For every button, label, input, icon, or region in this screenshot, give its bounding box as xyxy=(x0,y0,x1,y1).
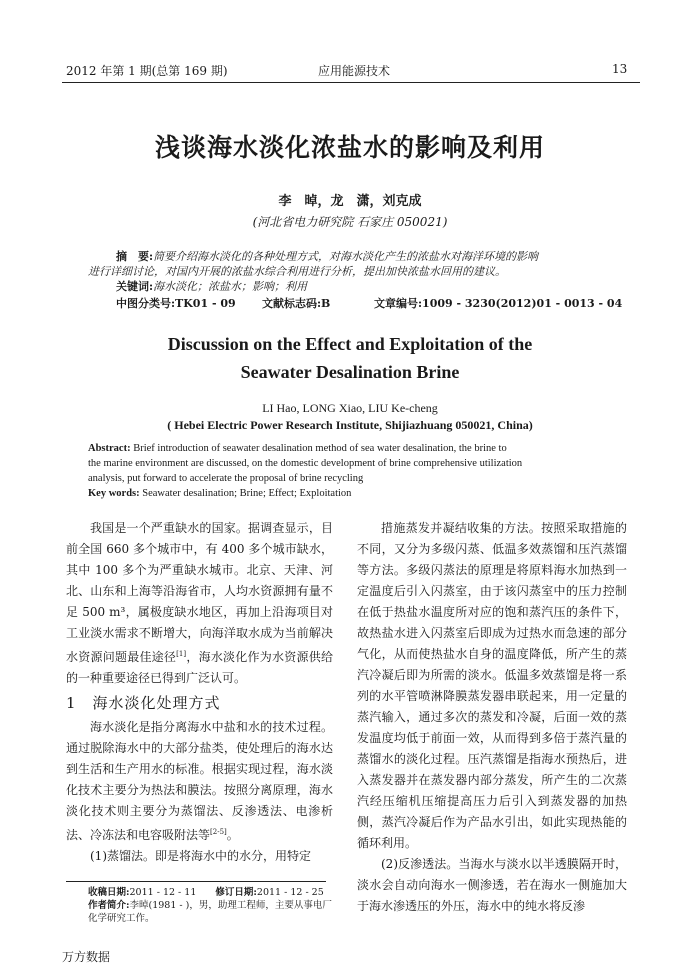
author-label: 作者简介: xyxy=(88,900,130,911)
abstract-cn-line1: 简要介绍海水淡化的各种处理方式，对海水淡化产生的浓盐水对海洋环境的影响 xyxy=(153,250,539,263)
abstract-en-line3: analysis, put forward to accelerate the proposal of brine recycling xyxy=(88,473,364,484)
document-code: 文献标志码:B xyxy=(262,297,331,310)
abstract-en-line2: the marine environment are discussed, on the domestic development of brine comprehensive utilization xyxy=(88,458,523,469)
abstract-en-label: Abstract: xyxy=(88,443,131,454)
keywords-en-label: Key words: xyxy=(88,488,140,499)
intro-text: 我国是一个严重缺水的国家。据调查显示，目前全国 660 多个城市中，有 400 多个城市缺水，其中 100 多个为严重缺水城市。北京、天津、河北、山东和上海等沿海省市，人均水资源拥有量不足 500 m³，属极度缺水地区，再加上沿海项目对工业淡水需求不断增大，向海洋取水成为当前解决水资源问题最佳途径 xyxy=(66,521,333,664)
revised-date: 2011 - 12 - 25 xyxy=(256,887,324,898)
abstract-cn-line2: 进行详细讨论，对国内开展的浓盐水综合利用进行分析，提出加快浓盐水回用的建议。 xyxy=(88,265,506,278)
article-number: 文章编号:1009 - 3230(2012)01 - 0013 - 04 xyxy=(374,297,623,310)
affiliation-cn: (河北省电力研究院 石家庄 050021) xyxy=(252,215,448,229)
title-en-line2: Seawater Desalination Brine xyxy=(240,362,460,382)
section1-tail: 。 xyxy=(226,828,239,842)
received-label: 收稿日期: xyxy=(88,887,130,898)
abstract-en xyxy=(88,441,628,501)
section1-paragraph xyxy=(66,717,333,846)
affiliation-en: ( Hebei Electric Power Research Institute, Shijiazhuang 050021, China) xyxy=(167,418,533,432)
right-paragraph-1: 措施蒸发并凝结收集的方法。按照采取措施的不同，又分为多级闪蒸、低温多效蒸馏和压汽蒸馏等方法。多级闪蒸法的原理是将原料海水加热到一定温度后引入闪蒸室，由于该闪蒸室中的压力控制在低于热盐水温度所对应的饱和蒸汽压的条件下，故热盐水进入闪蒸室后即成为过热水而急速的部分气化，从而使热盐水自身的温度降低，所产生的蒸汽冷凝后即为所需的淡水。低温多效蒸馏是将一系列的水平管喷淋降膜蒸发器串联起来，用一定量的蒸汽输入，通过多次的蒸发和冷凝，后面一效的蒸发温度均低于前面一效，从而得到多倍于蒸汽量的蒸馏水的淡化过程。压汽蒸馏是指海水预热后，进入蒸发器并在蒸发器内部分蒸发，所产生的二次蒸汽经压缩机压缩提高压力后引入到蒸发器的加热侧，蒸汽冷凝后作为产品水引出，如此实现热能的循环利用。 xyxy=(357,521,627,850)
intro-paragraph xyxy=(66,518,333,689)
issue-info: 2012 年第 1 期(总第 169 期) xyxy=(66,64,228,78)
intro-ref: [1] xyxy=(176,650,187,658)
right-column xyxy=(357,518,627,917)
intro-tail: ，海水淡化作为水资源供给的一种重要途径已得到广泛认可。 xyxy=(66,650,333,685)
keywords-cn: 海水淡化；浓盐水；影响；利用 xyxy=(153,280,308,293)
authors-en: LI Hao, LONG Xiao, LIU Ke-cheng xyxy=(262,401,438,415)
clc-number: 中图分类号:TK01 - 09 xyxy=(116,297,236,310)
keywords-en: Seawater desalination; Brine; Effect; Exploitation xyxy=(139,488,352,499)
page-number: 13 xyxy=(612,62,628,76)
footnote-rule xyxy=(66,881,326,882)
section1-text: 海水淡化是指分离海水中盐和水的技术过程。通过脱除海水中的大部分盐类，使处理后的海水达到生活和生产用水的标准。根据实现过程，海水淡化技术主要分为热法和膜法。按照分离原理，海水淡化技术则主要分为蒸馏法、反渗透法、电渗析法、冷冻法和电容吸附法等 xyxy=(66,720,333,842)
abstract-cn-label: 摘 要: xyxy=(116,250,154,263)
author-info: 李晫(1981 - )，男，助理工程师，主要从事电厂化学研究工作。 xyxy=(88,900,332,924)
received-date: 2011 - 12 - 11 xyxy=(129,887,197,898)
section1-ref: [2-5] xyxy=(210,828,227,836)
distillation-start: (1)蒸馏法。即是将海水中的水分，用特定 xyxy=(90,849,311,863)
section-heading-1: 1 海水淡化处理方式 xyxy=(66,694,221,712)
footnote xyxy=(88,886,338,925)
authors-cn: 李 晫，龙 潇，刘克成 xyxy=(278,194,422,209)
header-rule xyxy=(62,82,640,83)
title-cn: 浅谈海水淡化浓盐水的影响及利用 xyxy=(154,133,545,162)
journal-name: 应用能源技术 xyxy=(318,64,391,78)
abstract-en-line1: Brief introduction of seawater desalination method of sea water desalination, the brine to xyxy=(130,443,507,454)
watermark: 万方数据 xyxy=(62,950,111,964)
left-column xyxy=(66,518,333,867)
revised-label: 修订日期: xyxy=(215,887,257,898)
title-en xyxy=(0,330,700,386)
abstract-cn xyxy=(88,249,628,294)
title-en-line1: Discussion on the Effect and Exploitation of the xyxy=(167,334,533,354)
right-paragraph-2: (2)反渗透法。当海水与淡水以半透膜隔开时，淡水会自动向海水一侧渗透，若在海水一侧施加大于海水渗透压的外压，海水中的纯水将反渗 xyxy=(357,857,627,913)
keywords-cn-label: 关键词: xyxy=(116,280,154,293)
